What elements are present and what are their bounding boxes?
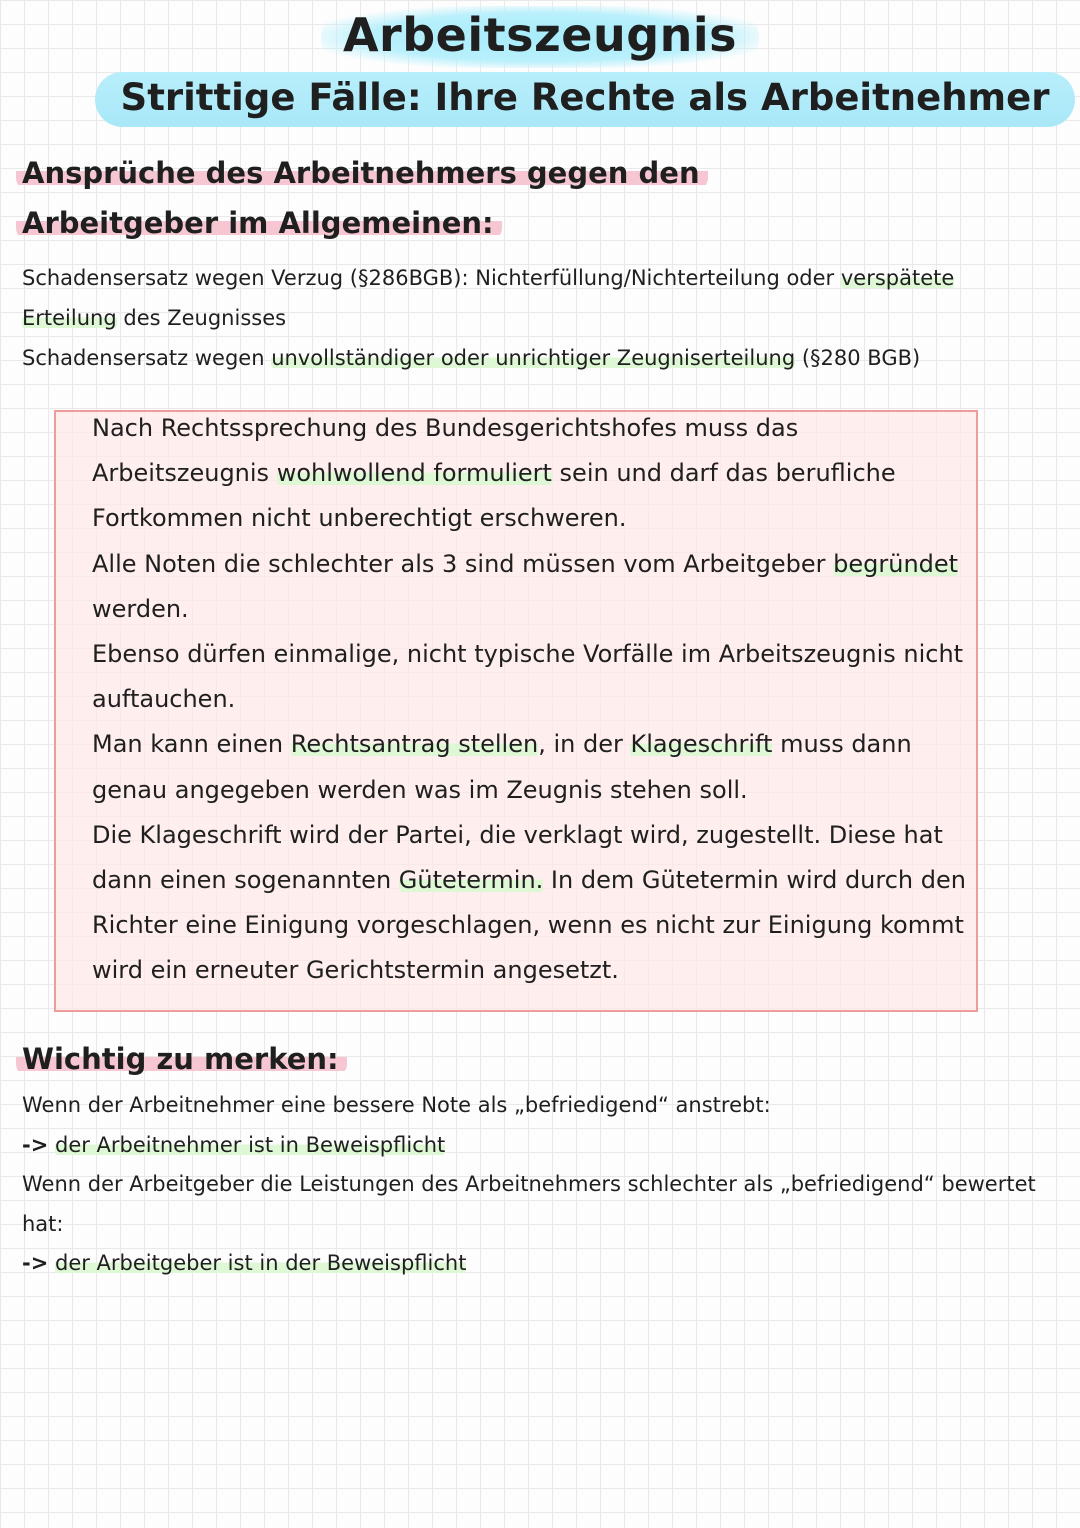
claims-line-delay-cont <box>22 298 1042 338</box>
page-title: Arbeitszeugnis <box>321 6 759 68</box>
legal-info-box <box>54 410 978 1012</box>
claims-line-delay <box>22 258 1042 298</box>
important-heading <box>16 1034 347 1084</box>
highlight-segment: begründet <box>833 549 959 578</box>
title-container <box>0 6 1080 68</box>
highlight-segment: der Arbeitnehmer ist in Beweispflicht <box>55 1132 446 1157</box>
text-segment: werden. <box>92 594 189 623</box>
box-paragraph-bgh <box>92 406 976 542</box>
important-line-employer: Wenn der Arbeitgeber die Leistungen des Arbeitnehmers schlechter als „befriedigend“ bewertet hat: <box>22 1172 1036 1236</box>
section-heading-text: Ansprüche des Arbeitnehmers gegen den <box>16 156 708 190</box>
text-segment: Schadensersatz wegen Verzug (§286BGB): Nichterfüllung/Nichterteilung oder <box>22 266 841 290</box>
box-paragraph-incidents: Ebenso dürfen einmalige, nicht typische Vorfälle im Arbeitszeugnis nicht auftauchen. <box>92 640 964 714</box>
highlight-segment: der Arbeitgeber ist in der Beweispflicht <box>55 1251 467 1275</box>
text-segment: In dem Gütetermin wird durch den Richter eine Einigung vorgeschlagen, wenn es nicht zur Einigung kommt wird ein erneuter Gerichtstermin angesetzt. <box>92 866 966 985</box>
arrow-icon: -> <box>22 1251 49 1275</box>
text-segment: Nach Rechtssprechung des Bundesgerichtshofes muss das Arbeitszeugnis <box>92 414 799 488</box>
highlight-segment: wohlwollend formuliert <box>276 459 552 488</box>
text-segment: (§280 BGB) <box>795 346 921 370</box>
claims-text <box>22 258 1042 378</box>
claims-line-incomplete <box>22 338 1042 378</box>
subtitle-container <box>0 72 1080 127</box>
arrow-icon: -> <box>22 1132 49 1157</box>
text-segment: muss dann genau angegeben werden was im Zeugnis stehen soll. <box>92 730 912 804</box>
page-subtitle: Strittige Fälle: Ihre Rechte als Arbeitnehmer <box>95 72 1076 127</box>
highlight-segment: Erteilung <box>22 306 117 330</box>
box-paragraph-motion <box>92 722 976 812</box>
important-text <box>22 1086 1052 1284</box>
important-heading-text: Wichtig zu merken: <box>16 1042 347 1076</box>
box-paragraph-hearing <box>92 813 976 994</box>
text-segment: , in der <box>538 730 631 759</box>
highlight-segment: Rechtsantrag stellen <box>290 730 539 759</box>
box-paragraph-grades <box>92 542 976 632</box>
text-segment: Alle Noten die schlechter als 3 sind müssen vom Arbeitgeber <box>92 549 834 578</box>
important-line-employer-result <box>22 1244 1052 1284</box>
legal-info-text <box>92 406 976 994</box>
highlight-segment: Klageschrift <box>630 730 773 759</box>
text-segment: des Zeugnisses <box>116 306 287 330</box>
text-segment: Die Klageschrift wird der Partei, die verklagt wird, zugestellt. Diese hat dann einen sogenannten <box>92 820 943 895</box>
section-heading-line1 <box>16 148 708 198</box>
highlight-segment: verspätete <box>840 266 955 290</box>
highlight-segment: Gütetermin. <box>398 866 544 895</box>
important-line-employee-result <box>22 1126 1052 1166</box>
important-line-employee: Wenn der Arbeitnehmer eine bessere Note als „befriedigend“ anstrebt: <box>22 1093 771 1117</box>
text-segment: Man kann einen <box>92 730 291 759</box>
text-segment: sein und darf das berufliche Fortkommen nicht unberechtigt erschweren. <box>92 459 896 533</box>
section-heading-text: Arbeitgeber im Allgemeinen: <box>16 206 502 240</box>
text-segment: Schadensersatz wegen <box>22 346 272 370</box>
section-heading-line2 <box>16 198 502 248</box>
highlight-segment: unvollständiger oder unrichtiger Zeugniserteilung <box>271 346 796 370</box>
